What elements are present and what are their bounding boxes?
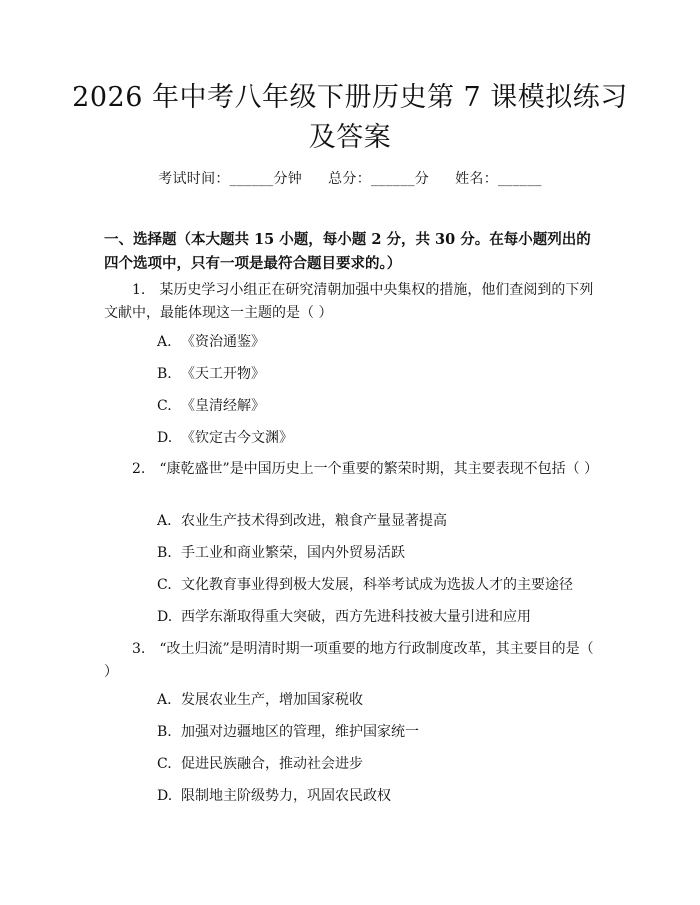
question-1-stem: 1. 某历史学习小组正在研究清朝加强中央集权的措施，他们查阅到的下列文献中，最能体现这一主题的是（ ） xyxy=(104,282,594,321)
question-2-option-b xyxy=(157,543,405,563)
student-name-field: 姓名：______ xyxy=(455,171,542,187)
question-1-option-a xyxy=(157,332,265,352)
option-text: 限制地主阶级势力，巩固农民政权 xyxy=(181,788,391,804)
option-letter: C. xyxy=(157,577,172,593)
option-letter: D. xyxy=(157,788,173,804)
exam-time-field: 考试时间：______分钟 xyxy=(158,171,303,187)
question-3-option-b xyxy=(157,722,419,742)
option-text: 《皇清经解》 xyxy=(181,398,265,414)
question-3-option-d xyxy=(157,786,391,806)
question-1-option-d xyxy=(157,428,293,448)
question-2-option-a xyxy=(157,511,447,531)
question-1-option-b xyxy=(157,364,265,384)
option-letter: C. xyxy=(157,756,172,772)
option-letter: B. xyxy=(157,545,172,561)
option-text: 《钦定古今文渊》 xyxy=(181,430,293,446)
option-text: 《天工开物》 xyxy=(181,366,265,382)
option-letter: A. xyxy=(157,334,172,350)
option-letter: B. xyxy=(157,724,172,740)
option-letter: B. xyxy=(157,366,172,382)
option-text: 加强对边疆地区的管理，维护国家统一 xyxy=(181,724,419,740)
question-2-option-d xyxy=(157,607,531,627)
option-letter: D. xyxy=(157,609,173,625)
document-title: 2026 年中考八年级下册历史第 7 课模拟练习及答案 xyxy=(72,82,628,153)
total-score-field: 总分：______分 xyxy=(328,171,430,187)
question-2-option-c xyxy=(157,575,573,595)
option-text: 促进民族融合，推动社会进步 xyxy=(181,756,363,772)
option-letter: D. xyxy=(157,430,173,446)
question-3-option-c xyxy=(157,754,363,774)
option-text: 发展农业生产，增加国家税收 xyxy=(181,692,363,708)
option-text: 西学东渐取得重大突破，西方先进科技被大量引进和应用 xyxy=(181,609,531,625)
question-3-option-a xyxy=(157,690,363,710)
option-letter: A. xyxy=(157,513,172,529)
option-letter: C. xyxy=(157,398,172,414)
exam-info xyxy=(0,168,700,188)
option-text: 《资治通鉴》 xyxy=(181,334,265,350)
question-1-option-c xyxy=(157,396,265,416)
option-text: 手工业和商业繁荣，国内外贸易活跃 xyxy=(181,545,405,561)
option-letter: A. xyxy=(157,692,172,708)
question-2-stem: 2. “康乾盛世”是中国历史上一个重要的繁荣时期，其主要表现不包括（ ） xyxy=(132,461,599,477)
option-text: 文化教育事业得到极大发展，科举考试成为选拔人才的主要途径 xyxy=(181,577,573,593)
question-3-stem: 3. “改土归流”是明清时期一项重要的地方行政制度改革，其主要目的是（ ） xyxy=(104,641,594,680)
option-text: 农业生产技术得到改进，粮食产量显著提高 xyxy=(181,513,447,529)
section-heading: 一、选择题（本大题共 15 小题，每小题 2 分，共 30 分。在每小题列出的四个选项中，只有一项是最符合题目要求的。） xyxy=(104,231,591,272)
